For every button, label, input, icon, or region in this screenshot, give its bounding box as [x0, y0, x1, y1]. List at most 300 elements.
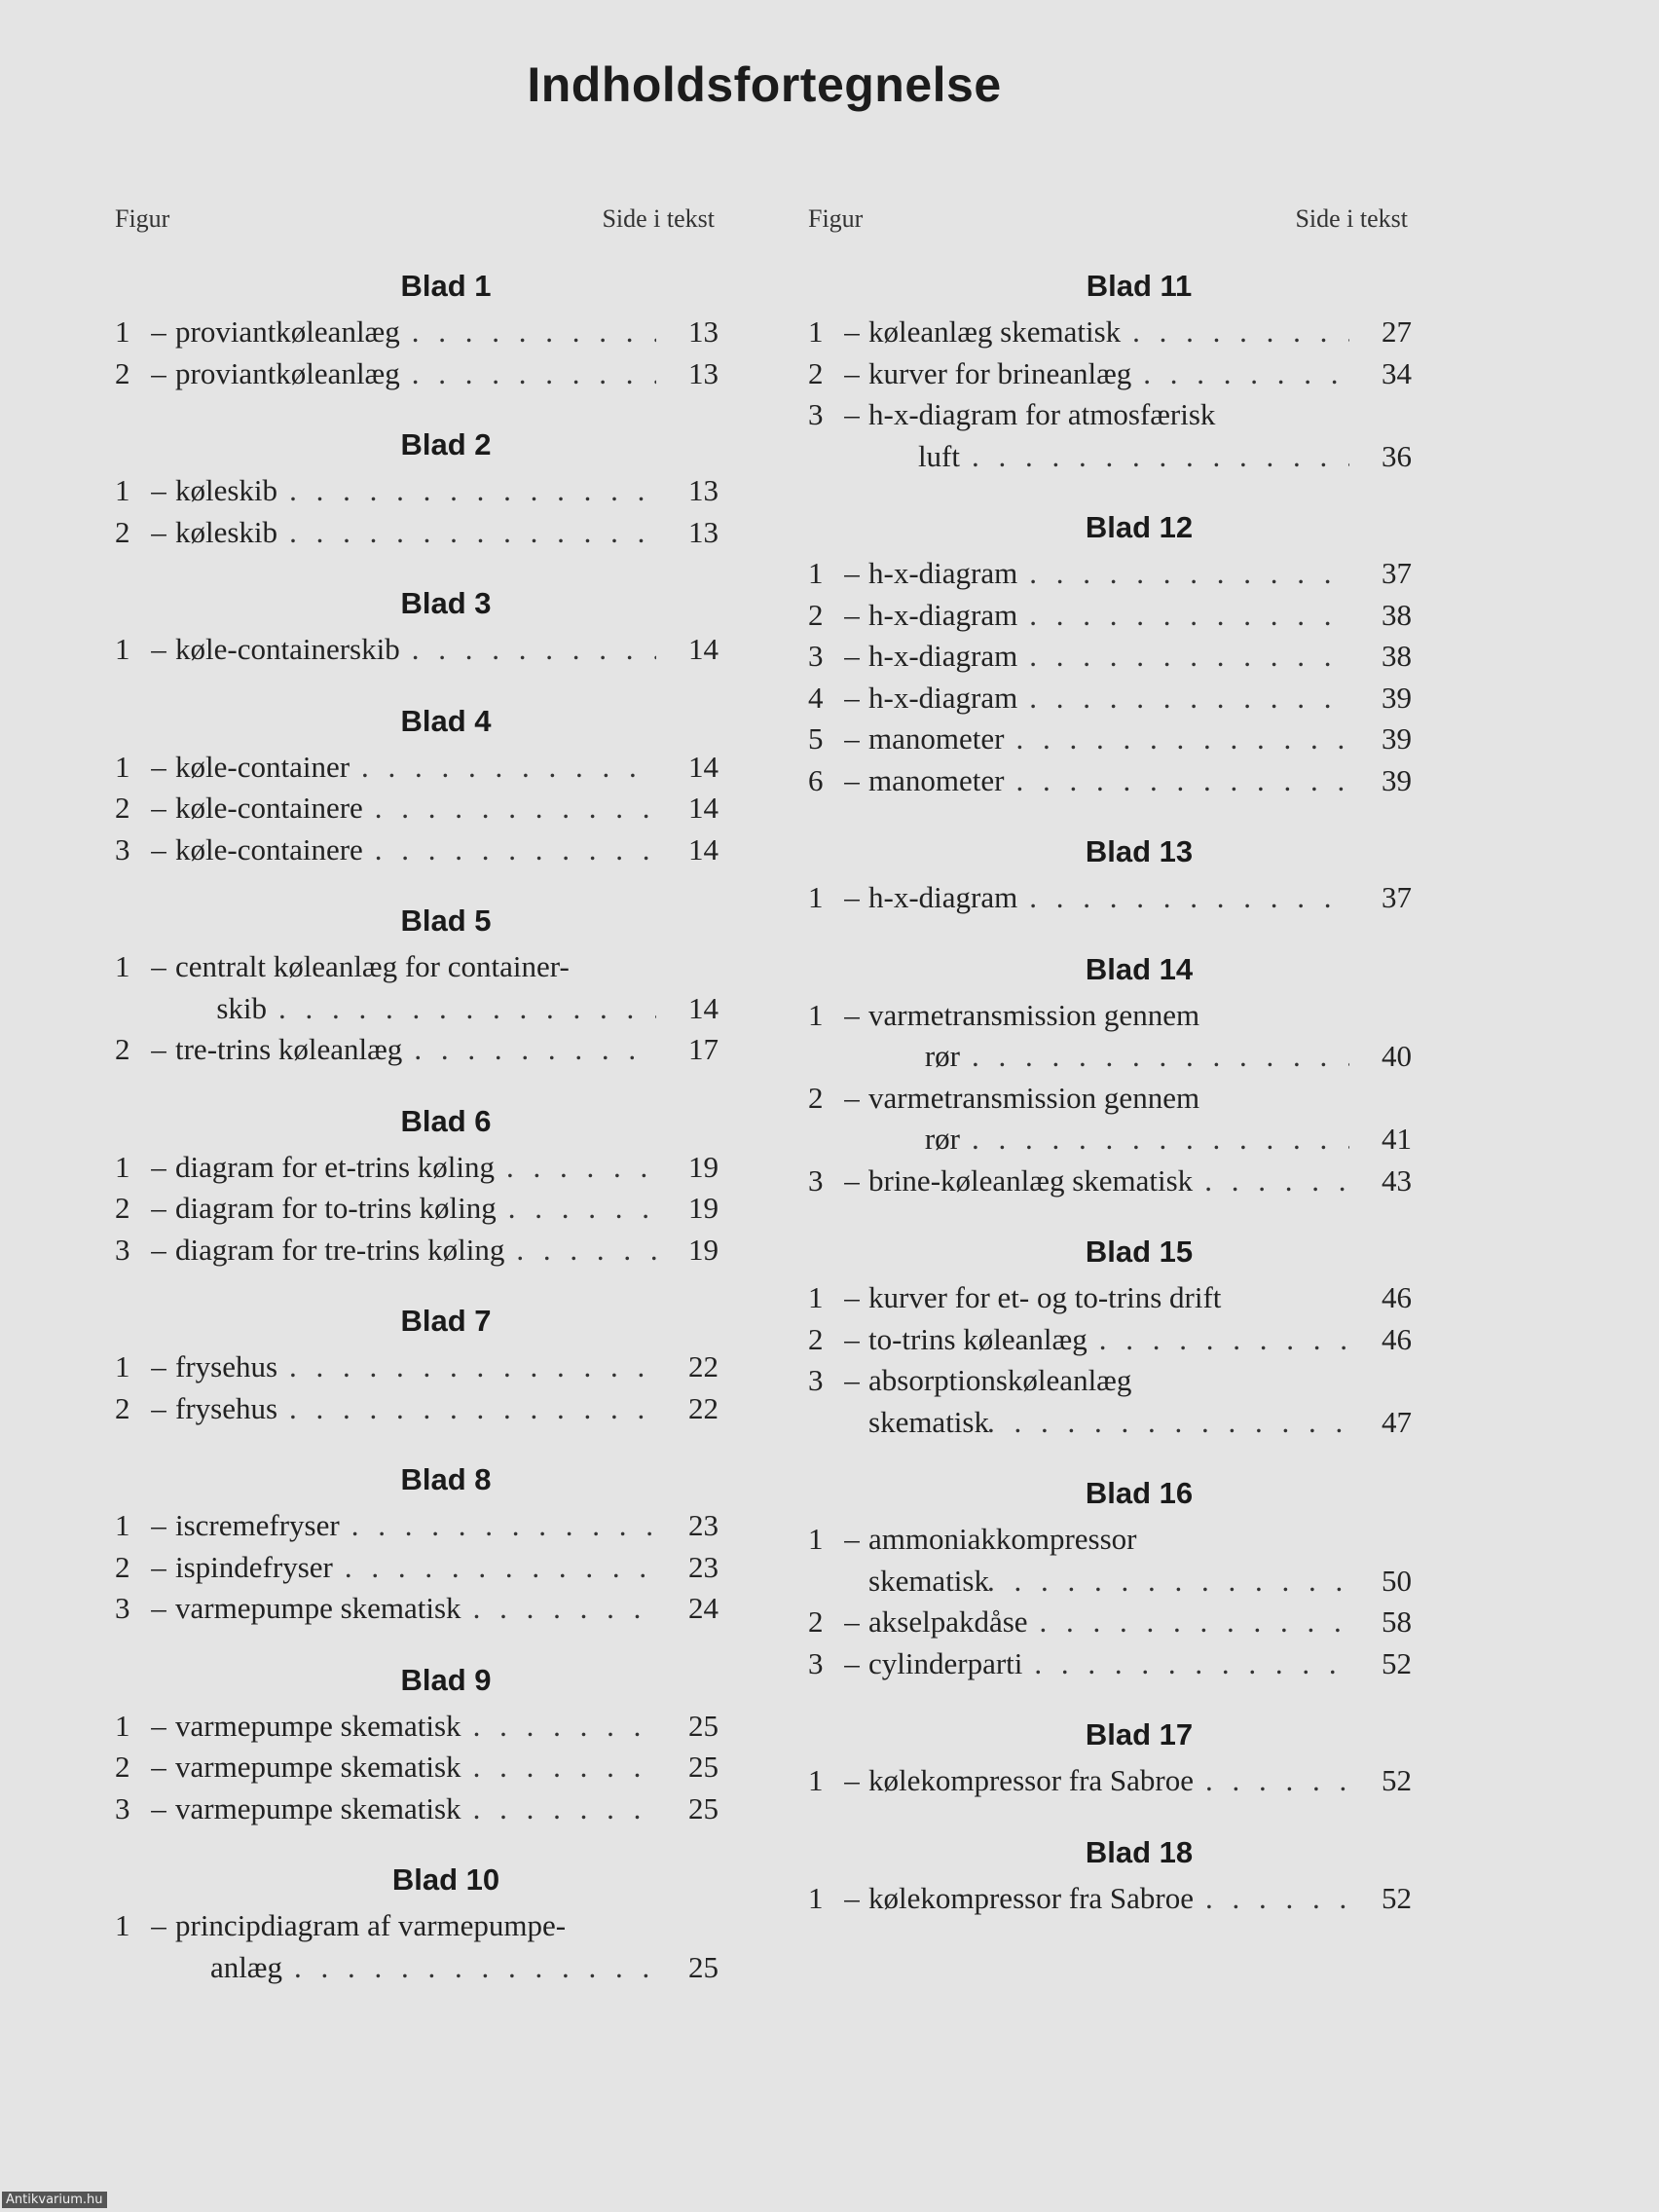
toc-entry: [808, 595, 1412, 637]
toc-section: [808, 1710, 1412, 1802]
toc-section: [115, 1296, 719, 1429]
figure-number: 2: [115, 1390, 130, 1425]
figure-title: h-x-diagram for atmosfærisk: [868, 397, 1216, 431]
dot-leader: [972, 1036, 1349, 1078]
figure-title: kurver for et- og to-trins drift: [868, 1280, 1222, 1314]
figure-number: 1: [808, 1522, 824, 1556]
figure-title: køle-containere: [175, 831, 363, 866]
dash-separator: –: [844, 397, 860, 431]
toc-entry-continuation: [808, 1119, 1412, 1161]
dot-leader: [516, 1230, 656, 1272]
section-list: [115, 261, 719, 1988]
page-number: 39: [1382, 762, 1412, 797]
toc-section: [115, 420, 719, 553]
blad-heading: Blad 17: [1085, 1717, 1194, 1751]
page-number: 13: [688, 473, 719, 507]
toc-entry: [808, 1277, 1412, 1319]
dot-leader: [289, 1346, 656, 1388]
figure-title: absorptionskøleanlæg: [868, 1363, 1132, 1397]
dot-leader: [1029, 678, 1349, 719]
dot-leader: [1015, 719, 1349, 760]
page-number: 52: [1382, 1763, 1412, 1797]
dot-leader: [1015, 760, 1349, 802]
toc-entry: [115, 830, 719, 871]
figure-title: ispindefryser: [175, 1549, 333, 1584]
page-number: 14: [688, 749, 719, 784]
page-number: 27: [1382, 314, 1412, 349]
dot-leader: [412, 312, 656, 353]
dash-separator: –: [151, 1390, 166, 1425]
dash-separator: –: [151, 314, 166, 349]
dash-separator: –: [844, 721, 860, 756]
dash-separator: –: [844, 1280, 860, 1314]
blad-heading: Blad 1: [400, 269, 492, 303]
dot-leader: [1029, 595, 1349, 637]
blad-heading: Blad 16: [1085, 1476, 1194, 1510]
toc-entry: [808, 1602, 1412, 1643]
toc-entry: [115, 629, 719, 671]
dot-leader: [473, 1588, 656, 1630]
page-number: 13: [688, 355, 719, 390]
figure-number: 3: [115, 1790, 130, 1825]
blad-heading: Blad 5: [400, 903, 492, 938]
dash-separator: –: [151, 749, 166, 784]
figure-number: 2: [115, 355, 130, 390]
toc-entry: [808, 995, 1412, 1037]
figure-title: tre-trins køleanlæg: [175, 1032, 403, 1066]
toc-entry: [808, 1760, 1412, 1802]
figure-number: 1: [808, 997, 824, 1032]
dot-leader: [412, 353, 656, 395]
figure-number: 6: [808, 762, 824, 797]
page-number: 34: [1382, 355, 1412, 390]
figure-number: 3: [808, 1645, 824, 1680]
figure-title: frysehus: [175, 1349, 278, 1383]
toc-section: [115, 1096, 719, 1272]
figure-title: iscremefryser: [175, 1508, 340, 1542]
figure-number: 2: [808, 355, 824, 390]
dash-separator: –: [844, 1363, 860, 1397]
figure-number: 1: [115, 1349, 130, 1383]
blad-heading: Blad 2: [400, 427, 492, 461]
toc-entry: [808, 1360, 1412, 1402]
figure-number: 2: [115, 791, 130, 825]
toc-section: [115, 1855, 719, 1988]
toc-section: [808, 1227, 1412, 1443]
blad-heading: Blad 9: [400, 1662, 492, 1697]
blad-heading: Blad 10: [391, 1862, 500, 1897]
page-number: 22: [688, 1349, 719, 1383]
figure-title: diagram for tre-trins køling: [175, 1232, 505, 1267]
page-number: 19: [688, 1232, 719, 1267]
figure-title: køle-containerskib: [175, 632, 400, 666]
dash-separator: –: [844, 880, 860, 914]
dash-separator: –: [151, 632, 166, 666]
blad-heading: Blad 15: [1085, 1235, 1194, 1269]
column-header: [808, 204, 1412, 234]
figure-number: 1: [115, 632, 130, 666]
figure-title: frysehus: [175, 1390, 278, 1425]
page-column-label: Side i tekst: [602, 204, 715, 233]
page-number: 13: [688, 314, 719, 349]
page-number: 22: [688, 1390, 719, 1425]
figure-title: diagram for to-trins køling: [175, 1191, 497, 1225]
figure-number: 2: [808, 597, 824, 632]
dot-leader: [972, 1119, 1349, 1161]
figure-number: 1: [808, 556, 824, 590]
toc-entry: [808, 1878, 1412, 1920]
page-number: 14: [688, 990, 719, 1025]
toc-entry: [808, 719, 1412, 760]
figure-title-continuation: skematisk: [868, 1563, 989, 1598]
dash-separator: –: [151, 1790, 166, 1825]
toc-entry: [115, 1188, 719, 1230]
toc-entry: [115, 1905, 719, 1947]
figure-number: 2: [115, 1750, 130, 1784]
figure-number: 1: [115, 1508, 130, 1542]
dot-leader: [278, 988, 656, 1030]
toc-section: [808, 944, 1412, 1202]
figure-number: 3: [808, 1363, 824, 1397]
page-number: 23: [688, 1508, 719, 1542]
dash-separator: –: [151, 1708, 166, 1743]
dash-separator: –: [151, 1508, 166, 1542]
dot-leader: [987, 1561, 1349, 1603]
page-number: 46: [1382, 1321, 1412, 1356]
toc-entry: [115, 1706, 719, 1748]
blad-heading: Blad 14: [1085, 951, 1194, 986]
toc-entry: [115, 1230, 719, 1272]
toc-entry: [115, 1747, 719, 1788]
figure-title: køleskib: [175, 473, 278, 507]
toc-entry: [808, 394, 1412, 436]
toc-section: [115, 1455, 719, 1630]
toc-entry: [115, 1505, 719, 1547]
figure-number: 2: [115, 1191, 130, 1225]
toc-entry: [115, 946, 719, 988]
figure-title: kurver for brineanlæg: [868, 355, 1132, 390]
page-number: 14: [688, 831, 719, 866]
page-number: 46: [1382, 1280, 1412, 1314]
dot-leader: [289, 470, 656, 512]
dot-leader: [972, 436, 1349, 478]
toc-left-column: [115, 204, 719, 2013]
figure-title: h-x-diagram: [868, 556, 1018, 590]
page-number: 58: [1382, 1604, 1412, 1639]
figure-number: 1: [115, 749, 130, 784]
toc-right-column: [808, 204, 1412, 1944]
figure-title: principdiagram af varmepumpe-: [175, 1908, 567, 1942]
toc-section: [115, 896, 719, 1071]
dot-leader: [412, 629, 656, 671]
figure-title: køleskib: [175, 514, 278, 549]
figure-title: centralt køleanlæg for container-: [175, 949, 570, 983]
figure-number: 1: [808, 880, 824, 914]
dot-leader: [473, 1706, 656, 1748]
figure-title: varmepumpe skematisk: [175, 1790, 461, 1825]
toc-entry: [115, 1547, 719, 1589]
toc-entry-continuation: [808, 1402, 1412, 1444]
dot-leader: [473, 1788, 656, 1830]
figure-title: kølekompressor fra Sabroe: [868, 1880, 1195, 1915]
page-number: 52: [1382, 1880, 1412, 1915]
blad-heading: Blad 13: [1085, 834, 1194, 868]
toc-section: [808, 827, 1412, 919]
toc-entry: [115, 1388, 719, 1430]
figure-title: akselpakdåse: [868, 1604, 1028, 1639]
dot-leader: [1204, 1161, 1349, 1202]
dash-separator: –: [844, 556, 860, 590]
dot-leader: [1040, 1602, 1349, 1643]
figure-number: 1: [115, 473, 130, 507]
page-number: 40: [1382, 1039, 1412, 1073]
toc-entry: [115, 1588, 719, 1630]
page-number: 19: [688, 1191, 719, 1225]
dot-leader: [1143, 353, 1349, 395]
toc-entry: [115, 312, 719, 353]
dot-leader: [1099, 1319, 1349, 1361]
dash-separator: –: [151, 1349, 166, 1383]
figure-title-continuation: anlæg: [209, 1949, 282, 1984]
toc-section: [115, 261, 719, 394]
toc-entry-continuation: [115, 988, 719, 1030]
figure-title: manometer: [868, 762, 1005, 797]
toc-entry: [808, 1161, 1412, 1202]
dash-separator: –: [844, 1522, 860, 1556]
page-title: Indholdsfortegnelse: [527, 57, 1002, 112]
figure-title: ammoniakkompressor: [868, 1522, 1137, 1556]
toc-entry: [808, 678, 1412, 719]
dash-separator: –: [151, 1232, 166, 1267]
figure-number: 5: [808, 721, 824, 756]
dash-separator: –: [844, 1763, 860, 1797]
figure-number: 1: [115, 1149, 130, 1184]
figure-number: 2: [115, 514, 130, 549]
figure-number: 2: [115, 1549, 130, 1584]
toc-entry: [115, 1029, 719, 1071]
page-number: 25: [688, 1708, 719, 1743]
dot-leader: [289, 1388, 656, 1430]
page-number: 25: [688, 1750, 719, 1784]
toc-entry-continuation: [808, 1561, 1412, 1603]
page-number: 23: [688, 1549, 719, 1584]
page-number: 37: [1382, 880, 1412, 914]
toc-entry: [808, 636, 1412, 678]
dot-leader: [508, 1188, 656, 1230]
toc-entry: [115, 1346, 719, 1388]
page-number: 25: [688, 1790, 719, 1825]
dot-leader: [1205, 1760, 1349, 1802]
dash-separator: –: [844, 1880, 860, 1915]
page-number: 39: [1382, 721, 1412, 756]
dash-separator: –: [844, 997, 860, 1032]
blad-heading: Blad 12: [1085, 510, 1194, 544]
dash-separator: –: [151, 949, 166, 983]
dot-leader: [473, 1747, 656, 1788]
dot-leader: [375, 830, 656, 871]
dash-separator: –: [151, 1750, 166, 1784]
dash-separator: –: [844, 1080, 860, 1115]
toc-entry: [115, 353, 719, 395]
figure-title: h-x-diagram: [868, 880, 1018, 914]
dash-separator: –: [844, 680, 860, 715]
dot-leader: [1132, 312, 1349, 353]
figure-title: varmepumpe skematisk: [175, 1750, 461, 1784]
blad-heading: Blad 6: [400, 1103, 492, 1138]
dash-separator: –: [844, 355, 860, 390]
figure-number: 1: [115, 314, 130, 349]
figure-title: køle-containere: [175, 791, 363, 825]
figure-title: diagram for et-trins køling: [175, 1149, 495, 1184]
dot-leader: [1029, 877, 1349, 919]
figure-title: varmetransmission gennem: [868, 1080, 1200, 1115]
toc-entry: [115, 470, 719, 512]
figure-number: 1: [808, 1280, 824, 1314]
figure-title: køleanlæg skematisk: [868, 314, 1122, 349]
toc-entry: [808, 877, 1412, 919]
dot-leader: [375, 788, 656, 830]
page-number: 14: [688, 791, 719, 825]
figure-number: 2: [808, 1604, 824, 1639]
dash-separator: –: [844, 639, 860, 673]
figure-title-continuation: rør: [924, 1039, 960, 1073]
dash-separator: –: [151, 1149, 166, 1184]
figure-number: 2: [808, 1321, 824, 1356]
figure-number: 1: [808, 1763, 824, 1797]
blad-heading: Blad 11: [1086, 269, 1193, 303]
page-number: 37: [1382, 556, 1412, 590]
dot-leader: [506, 1147, 656, 1189]
page-number: 39: [1382, 680, 1412, 715]
toc-section: [115, 696, 719, 871]
dot-leader: [987, 1402, 1349, 1444]
figure-number: 3: [808, 1162, 824, 1198]
dot-leader: [361, 747, 656, 789]
dot-leader: [294, 1947, 656, 1989]
toc-entry: [808, 1078, 1412, 1120]
toc-section: [808, 1827, 1412, 1920]
figure-number: 3: [808, 397, 824, 431]
dot-leader: [414, 1029, 656, 1071]
figure-number: 4: [808, 680, 824, 715]
dash-separator: –: [151, 1591, 166, 1625]
dash-separator: –: [844, 1604, 860, 1639]
figure-title: brine-køleanlæg skematisk: [868, 1162, 1194, 1198]
toc-entry: [808, 1319, 1412, 1361]
figure-title: varmepumpe skematisk: [175, 1591, 461, 1625]
figure-number: 1: [808, 314, 824, 349]
dash-separator: –: [151, 831, 166, 866]
page-number: 14: [688, 632, 719, 666]
figure-number: 3: [115, 1591, 130, 1625]
toc-entry-continuation: [808, 1036, 1412, 1078]
toc-section: [115, 578, 719, 671]
page-number: 43: [1382, 1162, 1412, 1198]
figure-title-continuation: skib: [216, 990, 267, 1025]
figure-number: 2: [115, 1032, 130, 1066]
dot-leader: [1205, 1878, 1349, 1920]
blad-heading: Blad 8: [400, 1462, 492, 1496]
toc-entry: [808, 1519, 1412, 1561]
blad-heading: Blad 7: [400, 1304, 492, 1338]
toc-entry: [115, 1788, 719, 1830]
figure-number: 1: [115, 949, 130, 983]
figure-title: h-x-diagram: [868, 639, 1018, 673]
dash-separator: –: [844, 314, 860, 349]
figure-number: 1: [115, 1908, 130, 1942]
figure-title: proviantkøleanlæg: [175, 355, 400, 390]
toc-entry: [808, 1643, 1412, 1685]
dash-separator: –: [151, 473, 166, 507]
dot-leader: [1029, 553, 1349, 595]
page-number: 41: [1382, 1122, 1412, 1156]
dash-separator: –: [151, 1191, 166, 1225]
figure-title: proviantkøleanlæg: [175, 314, 400, 349]
toc-entry: [808, 353, 1412, 395]
dot-leader: [289, 512, 656, 554]
figure-number: 1: [115, 1708, 130, 1743]
figure-title: kølekompressor fra Sabroe: [868, 1763, 1195, 1797]
dash-separator: –: [151, 355, 166, 390]
dash-separator: –: [151, 1032, 166, 1066]
figure-title-continuation: luft: [917, 438, 960, 473]
figure-number: 3: [115, 831, 130, 866]
toc-entry-continuation: [115, 1947, 719, 1989]
figure-title: h-x-diagram: [868, 597, 1018, 632]
toc-entry: [808, 760, 1412, 802]
page-number: 52: [1382, 1645, 1412, 1680]
toc-entry: [115, 512, 719, 554]
figure-title: varmetransmission gennem: [868, 997, 1200, 1032]
page-number: 38: [1382, 597, 1412, 632]
section-list: [808, 261, 1412, 1919]
blad-heading: Blad 18: [1085, 1834, 1194, 1869]
watermark: Antikvarium.hu: [2, 2192, 107, 2208]
dash-separator: –: [151, 791, 166, 825]
figure-number: 3: [115, 1232, 130, 1267]
page-number: 19: [688, 1149, 719, 1184]
figure-title: varmepumpe skematisk: [175, 1708, 461, 1743]
toc-entry-continuation: [808, 436, 1412, 478]
column-header: [115, 204, 719, 234]
toc-section: [808, 1468, 1412, 1684]
figure-title: køle-container: [175, 749, 350, 784]
toc-section: [808, 502, 1412, 801]
toc-entry: [115, 747, 719, 789]
dash-separator: –: [151, 514, 166, 549]
figure-number: 3: [808, 639, 824, 673]
page-number: 36: [1382, 438, 1412, 473]
toc-entry: [808, 312, 1412, 353]
toc-entry: [115, 1147, 719, 1189]
figure-title-continuation: skematisk: [868, 1404, 989, 1439]
dash-separator: –: [844, 1645, 860, 1680]
page-number: 47: [1382, 1404, 1412, 1439]
figure-title: h-x-diagram: [868, 680, 1018, 715]
page-number: 38: [1382, 639, 1412, 673]
dot-leader: [351, 1505, 656, 1547]
page-number: 50: [1382, 1563, 1412, 1598]
toc-section: [115, 1655, 719, 1830]
page-number: 25: [688, 1949, 719, 1984]
figure-column-label: Figur: [115, 204, 170, 233]
dash-separator: –: [844, 597, 860, 632]
toc-entry: [808, 553, 1412, 595]
toc-entry: [115, 788, 719, 830]
figure-title-continuation: rør: [924, 1122, 960, 1156]
page-column-label: Side i tekst: [1295, 204, 1408, 233]
dash-separator: –: [844, 1321, 860, 1356]
